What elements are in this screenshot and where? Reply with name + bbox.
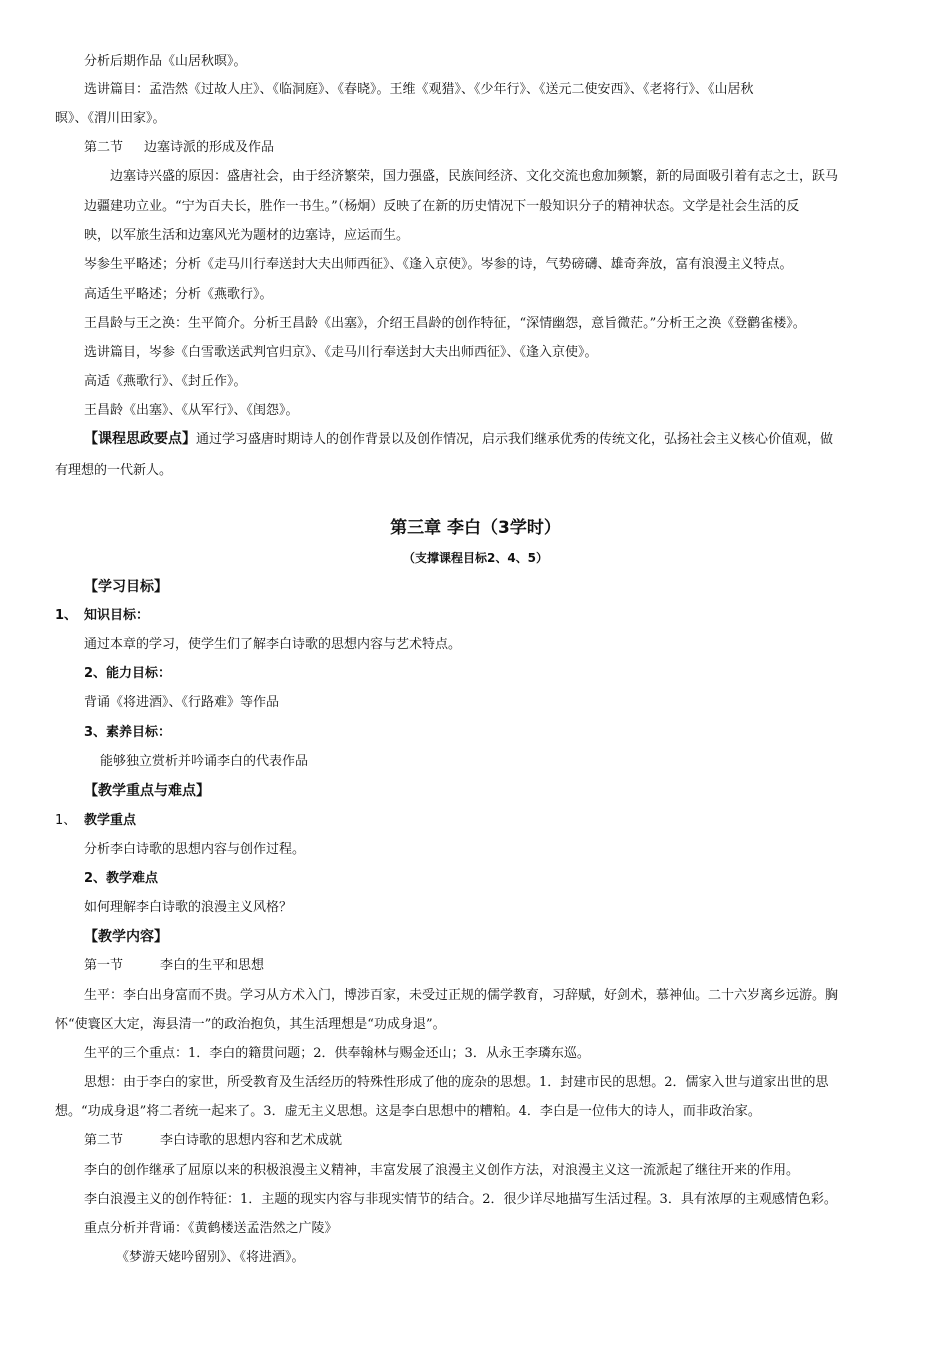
ideology-paragraph: [84, 430, 833, 449]
text-line: 生平：李白出身富而不贵。学习从方术入门，博涉百家，未受过正规的儒学教育，习辞赋，好剑术，慕神仙。二十六岁离乡远游。胸: [84, 988, 839, 1003]
text-line: 王昌龄《出塞》、《从军行》、《闺怨》。: [84, 403, 299, 418]
point-label: 教学重点: [84, 813, 137, 828]
text-line: 暝》、《渭川田家》。: [55, 111, 166, 126]
text-line: 李白浪漫主义的创作特征：1．主题的现实内容与非现实情节的结合。2．很少详尽地描写生活过程。3．具有浓厚的主观感情色彩。: [84, 1192, 837, 1207]
text-line: 想。“功成身退”将二者统一起来了。3．虚无主义思想。这是李白思想中的糟粕。4．李白是一位伟大的诗人，而非政治家。: [55, 1104, 761, 1119]
text-line: 分析后期作品《山居秋暝》。: [84, 54, 247, 69]
text-line: 边塞诗兴盛的原因：盛唐社会，由于经济繁荣，国力强盛，民族间经济、文化交流也愈加频繁，新的局面吸引着有志之士，跃马: [110, 169, 839, 184]
text-line: 边疆建功立业。“宁为百夫长，胜作一书生。”（杨炯）反映了在新的历史情况下一般知识分子的精神状态。文学是社会生活的反: [84, 199, 800, 214]
text-line: 岑参生平略述；分析《走马川行奉送封大夫出师西征》、《逢入京使》。岑参的诗，气势磅礴、雄奇奔放，富有浪漫主义特点。: [84, 257, 793, 272]
text-line: 能够独立赏析并吟诵李白的代表作品: [100, 754, 309, 769]
text-line: 有理想的一代新人。: [55, 463, 173, 478]
text-line: 生平的三个重点：1．李白的籍贯问题；2．供奉翰林与赐金还山；3．从永王李璘东巡。: [84, 1046, 590, 1061]
text-line: 《梦游天姥吟留别》、《将进酒》。: [116, 1250, 305, 1265]
text-line: 王昌龄与王之涣：生平简介。分析王昌龄《出塞》，介绍王昌龄的创作特征，“深情幽怨，意旨微茫。”分析王之涣《登鹳雀楼》。: [84, 316, 806, 331]
text-line: 思想：由于李白的家世，所受教育及生活经历的特殊性形成了他的庞杂的思想。1．封建市民的思想。2．儒家入世与道家出世的思: [84, 1075, 829, 1090]
text-line: 高适生平略述；分析《燕歌行》。: [84, 287, 273, 302]
heading-teaching-content: 【教学内容】: [84, 929, 168, 945]
point-label: 2、教学难点: [84, 871, 159, 886]
goal-number: 1、: [55, 608, 78, 623]
goal-label: 2、能力目标：: [84, 666, 172, 681]
section-label: 第二节: [84, 140, 124, 155]
text-line: 重点分析并背诵：《黄鹤楼送孟浩然之广陵》: [84, 1221, 338, 1236]
text-line: 如何理解李白诗歌的浪漫主义风格？: [84, 900, 293, 915]
text-line: 选讲篇目：孟浩然《过故人庄》、《临洞庭》、《春晓》。王维《观猎》、《少年行》、《送元二使安西》、《老将行》、《山居秋: [84, 82, 754, 97]
chapter-title: 第三章 李白（3学时）: [390, 518, 561, 538]
heading-learning-goals: 【学习目标】: [84, 579, 168, 595]
text-line: 分析李白诗歌的思想内容与创作过程。: [84, 842, 306, 857]
section-title: 边塞诗派的形成及作品: [144, 140, 275, 155]
point-number: 1、: [55, 813, 77, 828]
chapter-subtitle: （支撑课程目标2、4、5）: [402, 551, 549, 565]
goal-label: 知识目标：: [84, 608, 150, 623]
goal-label: 3、素养目标：: [84, 725, 172, 740]
text-line: 背诵《将进酒》、《行路难》等作品: [84, 695, 280, 710]
ideology-label: 【课程思政要点】: [84, 431, 196, 447]
text-line: 通过本章的学习，使学生们了解李白诗歌的思想内容与艺术特点。: [84, 637, 462, 652]
section-title: 李白诗歌的思想内容和艺术成就: [160, 1133, 343, 1148]
text-line: 怀“使寰区大定，海县清一”的政治抱负，其生活理想是“功成身退”。: [55, 1017, 446, 1032]
section-label: 第二节: [84, 1133, 124, 1148]
section-title: 李白的生平和思想: [160, 958, 265, 973]
text-line: 李白的创作继承了屈原以来的积极浪漫主义精神，丰富发展了浪漫主义创作方法，对浪漫主义这一流派起了继往开来的作用。: [84, 1163, 800, 1178]
heading-key-points: 【教学重点与难点】: [84, 783, 210, 799]
text-line: 高适《燕歌行》、《封丘作》。: [84, 374, 247, 389]
ideology-text: 通过学习盛唐时期诗人的创作背景以及创作情况，启示我们继承优秀的传统文化，弘扬社会主义核心价值观，做: [196, 432, 834, 447]
text-line: 映，以军旅生活和边塞风光为题材的边塞诗，应运而生。: [84, 228, 410, 243]
section-label: 第一节: [84, 958, 124, 973]
text-line: 选讲篇目，岑参《白雪歌送武判官归京》、《走马川行奉送封大夫出师西征》、《逢入京使》。: [84, 345, 598, 360]
